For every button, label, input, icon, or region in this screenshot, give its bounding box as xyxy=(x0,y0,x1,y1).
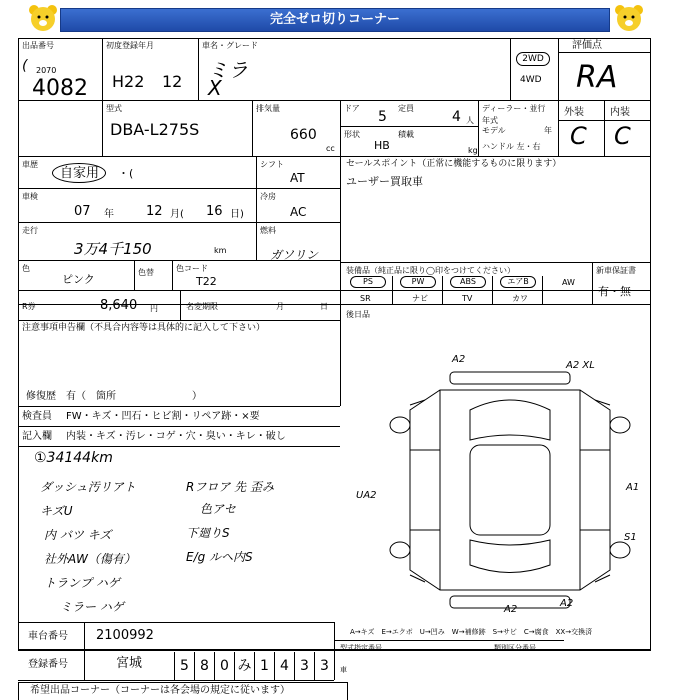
plate-digit: 8 xyxy=(194,652,214,680)
equip-navi: ナビ xyxy=(412,294,428,303)
color-tone-label: 色替 xyxy=(138,268,154,277)
sales-point-value: ユーザー買取車 xyxy=(346,175,423,188)
model-value: DBA-L275S xyxy=(110,120,200,139)
lot-code: 2070 xyxy=(36,66,57,75)
capacity-unit: 人 xyxy=(466,116,474,125)
damage-legend: A→キズ E→エクボ U→凹み W→補修跡 S→サビ C→腐食 XX→交換済 xyxy=(350,628,593,636)
drive-4wd: 4WD xyxy=(520,75,542,85)
plate-digit: 4 xyxy=(274,652,294,680)
repair-history: 修復歴 有（ 箇所 xyxy=(26,391,116,402)
lot-number: 4082 xyxy=(32,76,88,101)
bear-mascot-left-icon xyxy=(26,2,60,36)
plate-digit: 3 xyxy=(294,652,314,680)
recycle-label: R券 xyxy=(22,302,36,311)
shift-label: シフト xyxy=(260,160,284,169)
exterior-label: 外装 xyxy=(564,107,584,118)
mileage-unit: km xyxy=(214,246,227,255)
name-change-month: 月 xyxy=(276,302,284,311)
lot-label: 出品番号 xyxy=(22,41,54,50)
chassis-label: 車台番号 xyxy=(28,631,68,642)
fuel-label: 燃料 xyxy=(260,226,276,235)
class-number-label: 類別区分番号 xyxy=(494,644,536,652)
color-label: 色 xyxy=(22,264,30,273)
shape-label: 形状 xyxy=(344,130,360,139)
car-name-label: 車名・グレード xyxy=(202,41,258,50)
equip-pw: PW xyxy=(400,276,436,288)
new-car-warranty-value: 有・無 xyxy=(598,285,631,298)
handwritten-note-3: キズU xyxy=(40,504,73,518)
color-value: ピンク xyxy=(62,273,95,286)
plate-digit: み xyxy=(234,652,254,680)
car-grade: X xyxy=(208,76,222,100)
name-change-label: 名変期限 xyxy=(186,302,218,311)
year-unit: 年 xyxy=(544,126,552,135)
inspector-fields: FW・キズ・凹石・ヒビ割・リペア跡・×要 xyxy=(66,411,260,422)
dealer-label: ディーラー・並行 xyxy=(482,104,546,113)
interior-label: 内装 xyxy=(610,107,630,118)
inspection-label: 車検 xyxy=(22,192,38,201)
diagram-mark-a1: A1 xyxy=(626,482,640,493)
notes-label: 注意事項申告欄（不具合内容等は具体的に記入して下さい） xyxy=(22,323,266,333)
model-year-label: モデル xyxy=(482,126,506,135)
diagram-mark-a2-rear: A2 xyxy=(504,604,518,615)
inspector-label: 検査員 xyxy=(22,411,52,422)
registration-era: H22 xyxy=(112,72,145,91)
lot-bracket: ( xyxy=(22,58,28,74)
name-change-day: 日 xyxy=(320,302,328,311)
doors-label: ドア xyxy=(344,104,360,113)
shape-value: HB xyxy=(374,139,390,152)
year-label: 年式 xyxy=(482,116,498,125)
plate-digit: 0 xyxy=(214,652,234,680)
diagram-mark-ua2: UA2 xyxy=(356,490,377,501)
aircon-value: AC xyxy=(290,205,307,219)
new-car-warranty-label: 新車保証書 xyxy=(596,266,636,275)
plate-digits xyxy=(174,652,334,680)
inspection-month: 12 xyxy=(146,204,163,219)
handwritten-right-1: Rフロア 先 歪み xyxy=(186,480,274,494)
page-title: 完全ゼロ切りコーナー xyxy=(60,8,610,32)
recycle-unit: 円 xyxy=(150,304,158,313)
equip-aw: AW xyxy=(562,278,575,287)
rear-seat-label: 後日品 xyxy=(346,310,370,319)
inspection-day: 16 xyxy=(206,204,223,219)
entry-fields: 内装・キズ・汚レ・コゲ・穴・臭い・キレ・破し xyxy=(66,431,286,442)
plate-label: 登録番号 xyxy=(28,659,68,670)
plate-digit: 1 xyxy=(254,652,274,680)
inspection-year: 07 xyxy=(74,204,91,219)
chassis-value: 2100992 xyxy=(96,628,154,643)
recycle-value: 8,640 xyxy=(100,298,138,313)
equip-ps: PS xyxy=(350,276,386,288)
color-code-label: 色コード xyxy=(176,264,208,273)
mileage-value: 3万4千150 xyxy=(74,240,152,258)
diagram-mark-a2-rear-right: A2 xyxy=(560,598,574,609)
equip-tv: TV xyxy=(462,294,473,303)
load-label: 積載 xyxy=(398,130,414,139)
equipment-label: 装備品（純正品に限り◯印をつけてください） xyxy=(346,266,515,275)
displacement-label: 排気量 xyxy=(256,104,280,113)
entry-label: 記入欄 xyxy=(22,431,52,442)
load-unit: kg xyxy=(468,146,478,155)
inspection-year-unit: 年 xyxy=(104,209,114,220)
plate-region: 宮城 xyxy=(116,656,143,671)
capacity-label: 定員 xyxy=(398,104,414,113)
diagram-mark-s1: S1 xyxy=(624,532,637,543)
equip-sr: SR xyxy=(360,294,371,303)
evaluation-score: RA xyxy=(576,60,618,95)
footer-label: 希望出品コーナー（コーナーは各会場の規定に従います） xyxy=(30,685,290,696)
model-designation-label: 型式指定番号 xyxy=(340,644,382,652)
fuel-value: ガソリン xyxy=(270,248,319,262)
doors-value: 5 xyxy=(378,109,387,125)
handwritten-note-5: 社外AW（傷有） xyxy=(44,552,136,566)
color-code: T22 xyxy=(196,275,217,288)
handle-label: ハンドル 左・右 xyxy=(482,142,541,151)
displacement-value: 660 xyxy=(290,127,317,143)
registration-month: 12 xyxy=(162,72,183,91)
shift-value: AT xyxy=(290,171,305,185)
handwritten-right-3: 下廻りS xyxy=(186,526,230,540)
handwritten-note-2: ダッシュ汚リアト xyxy=(40,480,136,494)
aircon-label: 冷房 xyxy=(260,192,276,201)
handwritten-note-4: 内 バツ キズ xyxy=(44,528,112,542)
inspection-month-unit: 月( xyxy=(170,209,184,220)
evaluation-label: 評価点 xyxy=(572,40,602,51)
handwritten-note-7: ミラー ハゲ xyxy=(60,600,124,614)
car-name: ミラ xyxy=(208,58,248,82)
bear-mascot-right-icon xyxy=(612,2,646,36)
car-damage-diagram xyxy=(380,350,640,630)
equip-leather: カワ xyxy=(512,294,528,303)
interior-grade: C xyxy=(614,122,631,150)
usage-rest: ・( xyxy=(118,167,134,180)
plate-digit: 3 xyxy=(314,652,334,680)
equip-airbag: エアB xyxy=(500,276,536,288)
exterior-grade: C xyxy=(570,122,587,150)
diagram-mark-a2xl: A2 XL xyxy=(566,360,595,371)
capacity-value: 4 xyxy=(452,109,461,125)
registration-label: 初度登録年月 xyxy=(106,41,154,50)
model-label: 型式 xyxy=(106,104,122,113)
repair-history-close: ） xyxy=(192,391,202,402)
displacement-unit: cc xyxy=(326,144,335,153)
handwritten-right-2: 色アセ xyxy=(200,502,236,516)
handwritten-note-6: トランプ ハゲ xyxy=(44,576,120,590)
sales-point-label: セールスポイント（正常に機能するものに限ります） xyxy=(346,159,562,169)
usage-label: 車歴 xyxy=(22,160,38,169)
mileage-label: 走行 xyxy=(22,226,38,235)
inspection-day-unit: 日) xyxy=(230,209,244,220)
drive-2wd: 2WD xyxy=(516,52,550,66)
car-no-label: 車 xyxy=(340,666,347,674)
handwritten-right-4: E/g ルヘ内S xyxy=(186,550,253,564)
diagram-mark-a2-front: A2 xyxy=(452,354,466,365)
plate-digit: 5 xyxy=(174,652,194,680)
equip-abs: ABS xyxy=(450,276,486,288)
handwritten-note-1: ①34144km xyxy=(34,450,113,466)
usage-value: 自家用 xyxy=(60,166,100,181)
